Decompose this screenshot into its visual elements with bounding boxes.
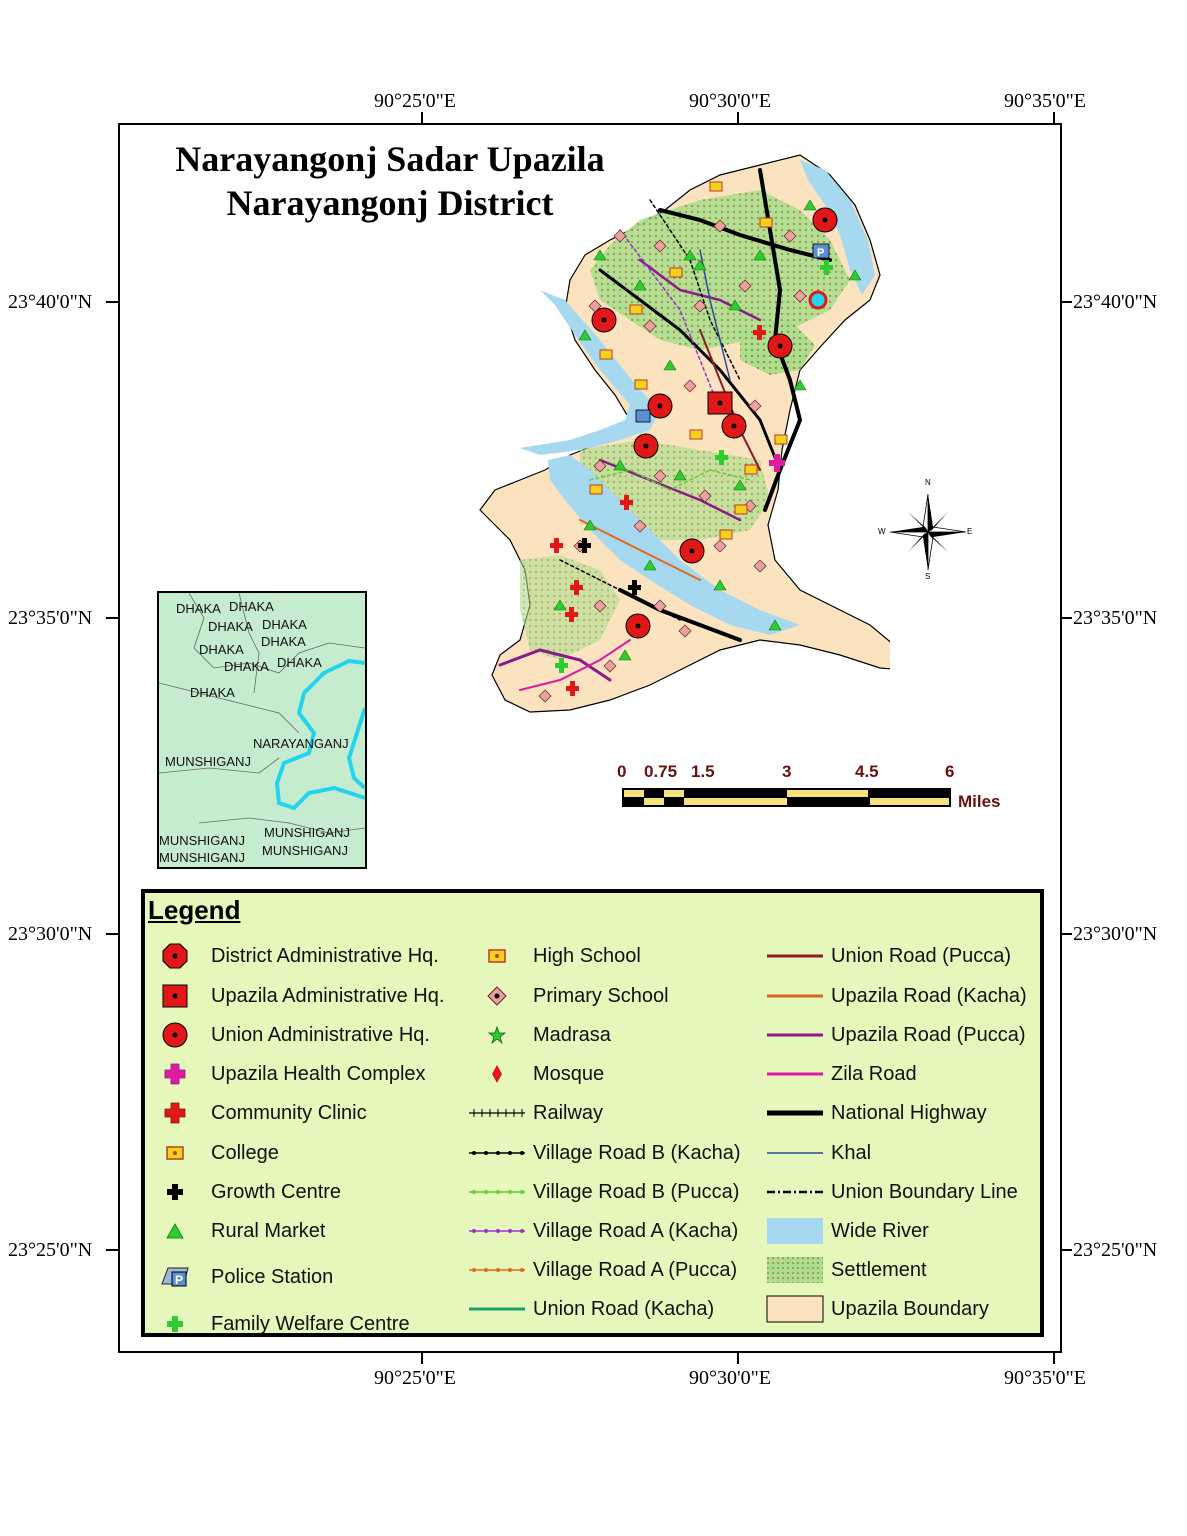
legend-label: Union Road (Pucca) [831, 944, 1012, 967]
red-diamond-icon [467, 1059, 527, 1089]
green-plus-icon [145, 1309, 205, 1339]
legend-label: Village Road B (Pucca) [533, 1180, 740, 1203]
legend-label: Primary School [533, 984, 669, 1007]
coord-top-2: 90°30'0"E [689, 90, 771, 112]
legend-label: Village Road A (Kacha) [533, 1219, 739, 1242]
coord-right-2: 23°35'0"N [1073, 607, 1158, 629]
red-cross-icon [145, 1098, 205, 1128]
legend-item-upazila-road-kacha [765, 981, 1027, 1011]
settlement-swatch-icon [765, 1255, 825, 1285]
dotted-line-icon [467, 1255, 527, 1285]
legend-item-growth-centre [145, 1177, 341, 1207]
line-icon [765, 1138, 825, 1168]
legend-item-union-road-kacha [467, 1294, 714, 1324]
legend-label: Union Road (Kacha) [533, 1297, 715, 1320]
legend-item-village-road-a-pucca [467, 1255, 737, 1285]
inset-label: MUNSHIGANJ [262, 843, 348, 858]
legend-label: District Administrative Hq. [211, 944, 439, 967]
primary-school-icon [467, 981, 527, 1011]
legend-label: Village Road B (Kacha) [533, 1141, 741, 1164]
legend-title: Legend [148, 895, 241, 925]
legend-label: Settlement [831, 1258, 927, 1281]
map-title: Narayangonj Sadar Upazila [175, 139, 605, 179]
line-icon [765, 941, 825, 971]
legend-item-village-road-b-kacha [467, 1138, 741, 1168]
legend-label: Family Welfare Centre [211, 1312, 410, 1335]
line-icon [765, 1020, 825, 1050]
coord-right-1: 23°40'0"N [1073, 291, 1158, 313]
legend-label: Madrasa [533, 1023, 611, 1046]
legend-label: Growth Centre [211, 1180, 342, 1203]
legend-item-college [145, 1138, 279, 1168]
legend-label: National Highway [831, 1101, 987, 1124]
railway-line-icon [467, 1098, 527, 1128]
legend [141, 889, 1044, 1337]
inset-label: DHAKA [208, 619, 253, 634]
inset-label: DHAKA [199, 642, 244, 657]
legend-item-union-boundary [765, 1177, 1018, 1207]
scale-tick-4: 4.5 [855, 762, 879, 781]
legend-item-settlement [765, 1255, 927, 1285]
svg-text:P: P [817, 247, 825, 259]
legend-label: Rural Market [211, 1219, 326, 1242]
legend-item-district-hq [145, 941, 439, 971]
green-star-icon [467, 1020, 527, 1050]
inset-map [157, 591, 367, 869]
legend-item-zila-road [765, 1059, 917, 1089]
coord-top-1: 90°25'0"E [374, 90, 456, 112]
legend-label: Police Station [211, 1265, 334, 1288]
legend-label: Zila Road [831, 1062, 917, 1085]
legend-item-health-complex [145, 1059, 426, 1089]
legend-item-khal [765, 1138, 871, 1168]
compass-e: E [967, 527, 973, 536]
coord-left-3: 23°30'0"N [8, 923, 93, 945]
dash-dot-line-icon [765, 1177, 825, 1207]
inset-label: MUNSHIGANJ [159, 833, 245, 848]
legend-item-village-road-a-kacha [467, 1216, 738, 1246]
legend-item-wide-river [765, 1216, 929, 1246]
river-swatch-icon [765, 1216, 825, 1246]
legend-item-family-welfare [145, 1309, 410, 1339]
college-icon [145, 1138, 205, 1168]
compass-w: W [878, 527, 886, 536]
coord-left-4: 23°25'0"N [8, 1239, 93, 1261]
legend-label: Community Clinic [211, 1101, 367, 1124]
scale-tick-5: 6 [945, 762, 955, 781]
thick-line-icon [765, 1098, 825, 1128]
map-subtitle: Narayangonj District [226, 183, 554, 223]
scale-tick-3: 3 [782, 762, 792, 781]
coord-bottom-2: 90°30'0"E [689, 1367, 771, 1389]
legend-item-mosque [467, 1059, 604, 1089]
legend-item-national-highway [765, 1098, 987, 1128]
green-triangle-icon [145, 1216, 205, 1246]
coord-bottom-1: 90°25'0"E [374, 1367, 456, 1389]
legend-label: Upazila Road (Pucca) [831, 1023, 1026, 1046]
high-school-icon [467, 941, 527, 971]
legend-label: Upazila Administrative Hq. [211, 984, 445, 1007]
black-cross-icon [145, 1177, 205, 1207]
legend-label: Upazila Road (Kacha) [831, 984, 1027, 1007]
coord-left-1: 23°40'0"N [8, 291, 93, 313]
scale-bar [621, 787, 953, 809]
inset-label: NARAYANGANJ [253, 736, 349, 751]
legend-item-upazila-road-pucca [765, 1020, 1026, 1050]
coord-right-3: 23°30'0"N [1073, 923, 1158, 945]
legend-item-union-hq [145, 1020, 430, 1050]
legend-label: Mosque [533, 1062, 605, 1085]
police-station-icon [145, 1262, 205, 1292]
coord-bottom-3: 90°35'0"E [1004, 1367, 1086, 1389]
legend-item-high-school [467, 941, 641, 971]
legend-label: Wide River [831, 1219, 929, 1242]
line-icon [467, 1294, 527, 1324]
legend-label: Upazila Boundary [831, 1297, 989, 1320]
compass-s: S [925, 572, 931, 581]
boundary-swatch-icon [765, 1294, 825, 1324]
inset-label: MUNSHIGANJ [165, 754, 251, 769]
line-icon [765, 1059, 825, 1089]
inset-label: DHAKA [262, 617, 307, 632]
dotted-line-icon [467, 1138, 527, 1168]
svg-text:P: P [175, 1273, 184, 1287]
legend-label: Village Road A (Pucca) [533, 1258, 738, 1281]
main-map [470, 150, 890, 720]
inset-label: DHAKA [190, 685, 235, 700]
legend-item-rural-market [145, 1216, 325, 1246]
legend-label: Upazila Health Complex [211, 1062, 426, 1085]
legend-label: Khal [831, 1141, 872, 1164]
scale-tick-0: 0 [617, 762, 627, 781]
legend-label: College [211, 1141, 279, 1164]
inset-label: DHAKA [277, 655, 322, 670]
coord-left-2: 23°35'0"N [8, 607, 93, 629]
compass-rose-icon [876, 480, 980, 584]
legend-item-primary-school [467, 981, 669, 1011]
legend-item-police-station [145, 1262, 333, 1292]
magenta-cross-icon [145, 1059, 205, 1089]
legend-item-upazila-boundary [765, 1294, 989, 1324]
dotted-line-icon [467, 1216, 527, 1246]
red-octagon-icon [145, 941, 205, 971]
inset-label: MUNSHIGANJ [264, 825, 350, 840]
legend-label: Union Administrative Hq. [211, 1023, 430, 1046]
inset-label: DHAKA [261, 634, 306, 649]
scale-tick-1: 0.75 [644, 762, 678, 781]
legend-item-upazila-hq [145, 981, 444, 1011]
legend-item-railway [467, 1098, 603, 1128]
inset-label: DHAKA [176, 601, 221, 616]
legend-item-madrasa [467, 1020, 611, 1050]
legend-item-community-clinic [145, 1098, 367, 1128]
red-square-icon [145, 981, 205, 1011]
legend-label: High School [533, 944, 641, 967]
inset-label: MUNSHIGANJ [159, 850, 245, 865]
scale-tick-2: 1.5 [691, 762, 715, 781]
line-icon [765, 981, 825, 1011]
scale-unit: Miles [958, 792, 1001, 811]
red-circle-icon [145, 1020, 205, 1050]
legend-item-union-road-pucca [765, 941, 1011, 971]
compass-n: N [925, 478, 931, 487]
legend-label: Union Boundary Line [831, 1180, 1018, 1203]
legend-label: Railway [533, 1101, 604, 1124]
coord-right-4: 23°25'0"N [1073, 1239, 1158, 1261]
coord-top-3: 90°35'0"E [1004, 90, 1086, 112]
legend-item-village-road-b-pucca [467, 1177, 739, 1207]
inset-label: DHAKA [229, 599, 274, 614]
dotted-line-icon [467, 1177, 527, 1207]
inset-label: DHAKA [224, 659, 269, 674]
